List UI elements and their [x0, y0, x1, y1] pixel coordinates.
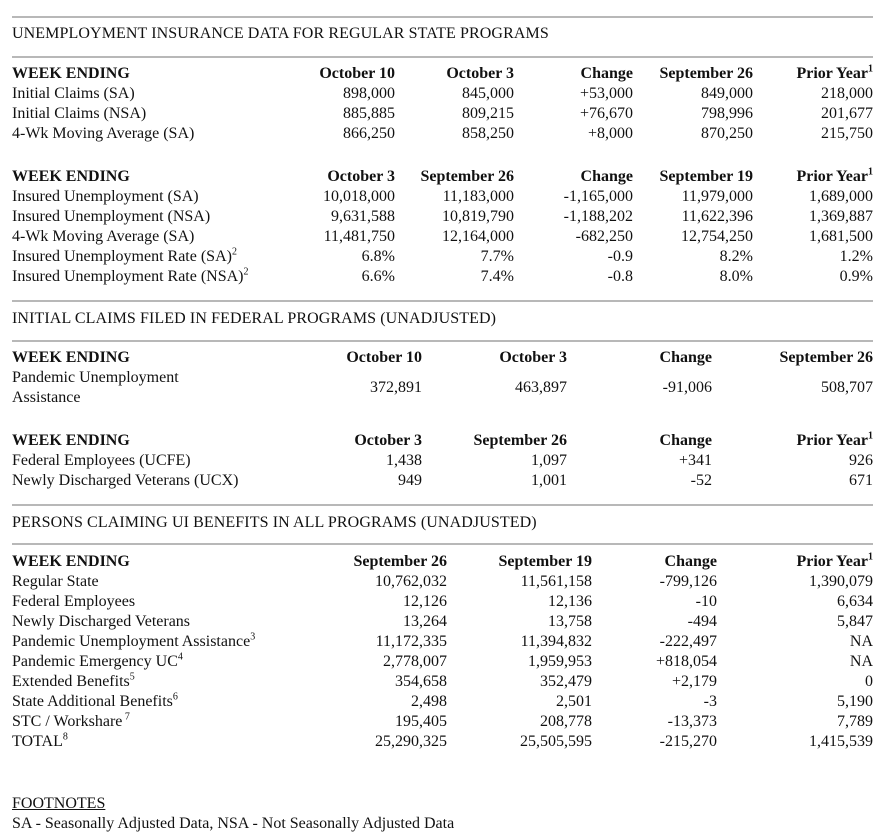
header-col: September 26 [353, 553, 447, 570]
cell: 1,959,953 [528, 653, 592, 670]
header-col: Change [580, 65, 633, 82]
row-label: Insured Unemployment (NSA) [12, 208, 211, 225]
row-label: Insured Unemployment (SA) [12, 188, 199, 205]
cell: 6,634 [837, 593, 873, 610]
row-label: Initial Claims (NSA) [12, 105, 147, 122]
cell: 2,778,007 [383, 653, 447, 670]
cell: 7.4% [480, 268, 514, 285]
cell: 1,438 [386, 452, 422, 469]
table-header-row [12, 348, 873, 368]
cell: 1,415,539 [809, 733, 873, 750]
cell: 849,000 [701, 85, 753, 102]
table-federal-pua [12, 348, 873, 408]
cell: 6.8% [361, 248, 395, 265]
cell: 463,897 [515, 379, 567, 396]
cell: 798,996 [701, 105, 753, 122]
divider [12, 504, 873, 506]
cell: 11,481,750 [323, 228, 395, 245]
table-row [12, 104, 873, 124]
cell: -222,497 [659, 633, 717, 650]
cell: -13,373 [667, 713, 717, 730]
cell: +76,670 [579, 105, 633, 122]
row-label: Newly Discharged Veterans (UCX) [12, 472, 239, 489]
cell: -10 [695, 593, 717, 610]
cell: +2,179 [671, 673, 717, 690]
cell: 11,394,832 [520, 633, 592, 650]
footnotes-title: FOOTNOTES [12, 795, 106, 812]
section-title-all-programs: PERSONS CLAIMING UI BENEFITS IN ALL PROGRAMS (UNADJUSTED) [12, 514, 537, 531]
cell: 13,758 [548, 613, 592, 630]
divider [12, 543, 873, 545]
cell: 6.6% [361, 268, 395, 285]
header-week-ending: WEEK ENDING [12, 432, 130, 449]
header-col: October 3 [499, 349, 567, 366]
cell: +341 [678, 452, 712, 469]
cell: 195,405 [395, 713, 447, 730]
cell: 1,097 [531, 452, 567, 469]
row-label: Pandemic Unemployment Assistance$^3$ [12, 631, 256, 650]
row-label: Insured Unemployment Rate (SA)$^2$ [12, 246, 237, 265]
row-label: Pandemic Emergency $UC^4$ [12, 651, 183, 670]
table-row [12, 592, 873, 612]
cell: 12,136 [548, 593, 592, 610]
divider [12, 340, 873, 342]
header-col: September 26 [473, 432, 567, 449]
table-row [12, 267, 873, 287]
cell: NA [849, 653, 873, 670]
cell: 926 [849, 452, 873, 469]
row-label: Newly Discharged Veterans [12, 613, 191, 630]
cell: 898,000 [343, 85, 395, 102]
header-col: Change [580, 168, 633, 185]
cell: -0.8 [607, 268, 633, 285]
table-insured-unemployment [12, 167, 873, 287]
header-col: Change [659, 432, 712, 449]
table-row [12, 652, 873, 672]
table-row [12, 692, 873, 712]
cell: 885,885 [343, 105, 395, 122]
cell: -215,270 [659, 733, 717, 750]
table-row [12, 451, 873, 471]
cell: 1,689,000 [809, 188, 873, 205]
cell: 1,369,887 [809, 208, 873, 225]
cell: 671 [849, 472, 873, 489]
cell: +8,000 [587, 125, 633, 142]
table-row [12, 612, 873, 632]
row-label: State Additional Benefits$^6$ [12, 691, 178, 710]
header-col: September 26 [420, 168, 514, 185]
cell: 7.7% [480, 248, 514, 265]
cell: NA [849, 633, 873, 650]
table-row [12, 368, 873, 408]
row-label: STC / Workshare $^7$ [12, 711, 130, 730]
header-week-ending: WEEK ENDING [12, 168, 130, 185]
cell: 1.2% [839, 248, 873, 265]
section-title-regular-state: UNEMPLOYMENT INSURANCE DATA FOR REGULAR STATE PROGRAMS [12, 25, 549, 42]
table-row [12, 187, 873, 207]
row-label: Insured Unemployment Rate (NSA)$^2$ [12, 266, 249, 285]
cell: 10,819,790 [442, 208, 514, 225]
cell: 208,778 [540, 713, 592, 730]
cell: 845,000 [462, 85, 514, 102]
cell: 352,479 [540, 673, 592, 690]
divider [12, 16, 873, 18]
header-col: October 10 [319, 65, 395, 82]
cell: 5,847 [837, 613, 873, 630]
cell: 11,622,396 [681, 208, 753, 225]
cell: -1,188,202 [563, 208, 633, 225]
cell: 0.9% [839, 268, 873, 285]
header-col: Change [659, 349, 712, 366]
cell: -52 [690, 472, 712, 489]
cell: 11,183,000 [442, 188, 514, 205]
cell: 949 [398, 472, 422, 489]
header-prior-year: Prior Year$^1$ [796, 430, 873, 449]
header-prior-year: Prior Year$^1$ [796, 166, 873, 185]
cell: 10,762,032 [375, 573, 447, 590]
header-col: September 19 [498, 553, 592, 570]
header-col: Change [664, 553, 717, 570]
cell: -0.9 [607, 248, 633, 265]
row-label: TOTAL$^8$ [12, 731, 68, 750]
cell: 1,001 [531, 472, 567, 489]
cell: 5,190 [837, 693, 873, 710]
table-row [12, 84, 873, 104]
table-federal-ucfe-ucx [12, 431, 873, 491]
section-title-federal-programs: INITIAL CLAIMS FILED IN FEDERAL PROGRAMS (UNADJUSTED) [12, 310, 497, 327]
table-row-total [12, 732, 873, 752]
cell: 866,250 [343, 125, 395, 142]
table-row [12, 247, 873, 267]
cell: 201,677 [821, 105, 873, 122]
cell: 858,250 [462, 125, 514, 142]
table-header-row [12, 167, 873, 187]
row-label: Extended Benefits$^5$ [12, 671, 135, 690]
cell: -3 [703, 693, 717, 710]
cell: 7,789 [837, 713, 873, 730]
cell: 218,000 [821, 85, 873, 102]
header-col: September 26 [779, 349, 873, 366]
table-row [12, 227, 873, 247]
header-prior-year: Prior Year$^1$ [796, 551, 873, 570]
table-all-programs [12, 552, 873, 752]
table-row [12, 712, 873, 732]
cell: 11,561,158 [520, 573, 592, 590]
cell: 508,707 [821, 379, 873, 396]
cell: 12,126 [403, 593, 447, 610]
table-regular-state-claims [12, 64, 873, 144]
divider [12, 300, 873, 302]
cell: 354,658 [395, 673, 447, 690]
cell: 13,264 [403, 613, 447, 630]
cell: -494 [687, 613, 717, 630]
cell: 2,501 [556, 693, 592, 710]
cell: 11,172,335 [375, 633, 447, 650]
header-col: October 3 [327, 168, 395, 185]
footnotes [12, 794, 454, 834]
cell: 10,018,000 [323, 188, 395, 205]
table-header-row [12, 64, 873, 84]
cell: 809,215 [462, 105, 514, 122]
header-week-ending: WEEK ENDING [12, 349, 130, 366]
cell: 870,250 [701, 125, 753, 142]
header-col: October 3 [354, 432, 422, 449]
row-label: Federal Employees [12, 593, 136, 610]
table-row [12, 124, 873, 144]
cell: -799,126 [659, 573, 717, 590]
cell: 1,390,079 [809, 573, 873, 590]
divider [12, 56, 873, 58]
cell: 0 [865, 673, 873, 690]
cell: 25,290,325 [375, 733, 447, 750]
cell: -91,006 [662, 379, 712, 396]
row-label: Regular State [12, 573, 99, 590]
table-row [12, 572, 873, 592]
table-row [12, 632, 873, 652]
row-label: Pandemic Unemployment Assistance [12, 369, 179, 406]
cell: -1,165,000 [563, 188, 633, 205]
header-col: September 19 [659, 168, 753, 185]
cell: 12,754,250 [681, 228, 753, 245]
cell: 25,505,595 [520, 733, 592, 750]
cell: 215,750 [821, 125, 873, 142]
cell: 372,891 [370, 379, 422, 396]
cell: 11,979,000 [681, 188, 753, 205]
row-label: 4-Wk Moving Average (SA) [12, 125, 195, 142]
table-row [12, 672, 873, 692]
header-week-ending: WEEK ENDING [12, 65, 130, 82]
header-prior-year: Prior Year$^1$ [796, 63, 873, 82]
header-col: October 3 [446, 65, 514, 82]
table-header-row [12, 431, 873, 451]
header-col: September 26 [659, 65, 753, 82]
cell: -682,250 [575, 228, 633, 245]
cell: 12,164,000 [442, 228, 514, 245]
row-label: Initial Claims (SA) [12, 85, 135, 102]
footnote-line: SA - Seasonally Adjusted Data, NSA - Not Seasonally Adjusted Data [12, 815, 455, 832]
cell: +818,054 [655, 653, 717, 670]
header-col: October 10 [346, 349, 422, 366]
table-row [12, 471, 873, 491]
cell: 1,681,500 [809, 228, 873, 245]
cell: 8.2% [719, 248, 753, 265]
header-week-ending: WEEK ENDING [12, 553, 130, 570]
cell: 2,498 [411, 693, 447, 710]
cell: 8.0% [719, 268, 753, 285]
row-label: 4-Wk Moving Average (SA) [12, 228, 195, 245]
row-label: Federal Employees (UCFE) [12, 452, 191, 469]
table-row [12, 207, 873, 227]
cell: 9,631,588 [331, 208, 395, 225]
table-header-row [12, 552, 873, 572]
cell: +53,000 [579, 85, 633, 102]
